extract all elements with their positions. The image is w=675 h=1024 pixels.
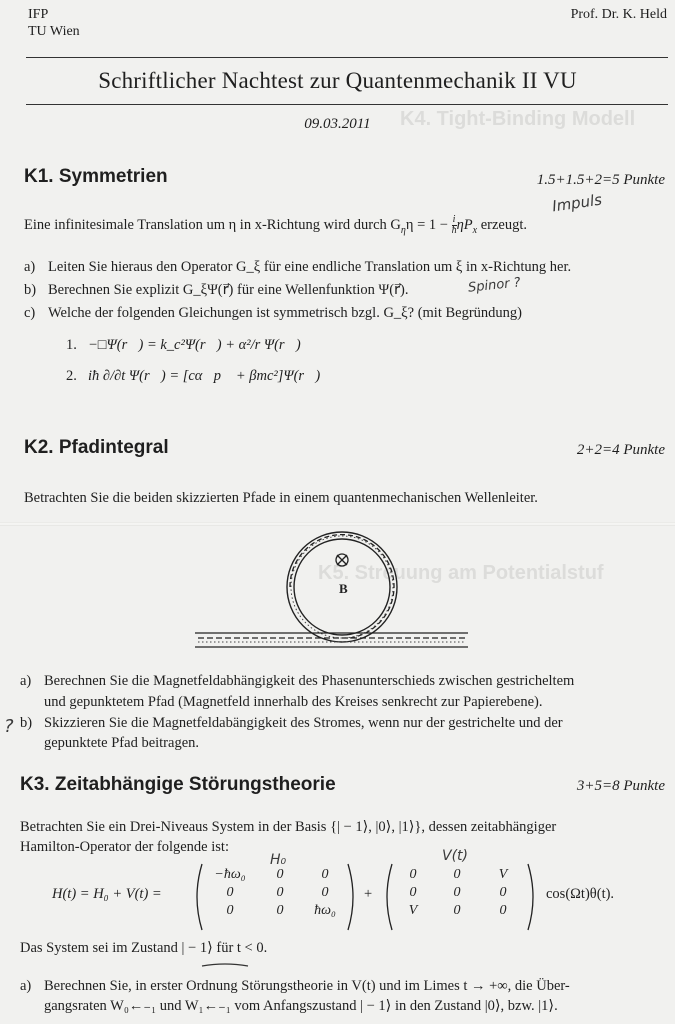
magnetic-field-label: B	[339, 581, 348, 596]
matrix1-cell: ħω₀	[314, 903, 336, 918]
matrix2-cell: 0	[453, 903, 461, 918]
k2-heading: K2. Pfadintegral	[24, 437, 169, 458]
k1-handwritten-impuls: Impuls	[550, 190, 604, 216]
k2-intro: Betrachten Sie die beiden skizzierten Pfade in einem quantenmechanischen Wellenleiter.	[24, 490, 538, 506]
k1-intro: Eine infinitesimale Translation um η in x-Richtung wird durch $G_\eta\eta = 1$ − $\frac{i}{ħ}$ $\eta P_x$ erzeugt.	[24, 214, 527, 237]
matrix2-cell: 0	[453, 867, 461, 882]
matrix2-cell: 0	[409, 867, 417, 882]
matrix1-cell: 0	[321, 867, 329, 882]
exam-title: Schriftlicher Nachtest zur Quantenmechanik II VU	[98, 68, 577, 93]
k3-intro-line2: Hamilton-Operator der folgende ist:	[20, 839, 229, 855]
matrix2	[392, 867, 532, 919]
k1-equation-1: 1. −□Ψ(r⃗) = k_c²Ψ(r⃗) + α²/r Ψ(r⃗)	[66, 337, 301, 353]
k2-item-a-line1: a) Berechnen Sie die Magnetfeldabhängigkeit des Phasenunterschieds zwischen gestricheltem	[20, 673, 575, 689]
k3-intro-line1: Betrachten Sie ein Drei-Niveaus System in der Basis {| − 1⟩, |0⟩, |1⟩}, dessen zeitabhängiger	[20, 819, 557, 835]
professor-name: Prof. Dr. K. Held	[570, 7, 667, 22]
matrix1-cell: 0	[226, 885, 234, 900]
matrix2-cell: 0	[499, 885, 507, 900]
k1-item-c: c) Welche der folgenden Gleichungen ist symmetrisch bzgl. G_ξ? (mit Begründung)	[24, 305, 523, 321]
matrix1-cell: 0	[226, 903, 234, 918]
header-rule-top	[26, 57, 668, 58]
k3-item-a-line1: a) Berechnen Sie, in erster Ordnung Störungstheorie in V(t) und im Limes t → +∞, die Über-	[20, 978, 570, 994]
header-rule-bottom	[26, 104, 668, 105]
k3-heading: K3. Zeitabhängige Störungstheorie	[20, 774, 336, 795]
institute-line: IFP	[28, 7, 49, 22]
k2-points: 2+2=4 Punkte	[576, 442, 665, 458]
k3-item-a-line2: gangsraten W₀←₋₁ und W₁←₋₁ vom Anfangszustand | − 1⟩ in den Zustand |0⟩, bzw. |1⟩.	[44, 998, 558, 1014]
k1-heading: K1. Symmetrien	[24, 166, 168, 187]
paper-fold	[0, 522, 675, 526]
k3-hamiltonian-lhs: H(t) = H₀ + V(t) =	[52, 886, 162, 902]
matrix1-cell: −ħω₀	[214, 867, 246, 882]
matrix2-cell: 0	[409, 885, 417, 900]
matrix2-cell: 0	[453, 885, 461, 900]
k1-item-b: b) Berechnen Sie explizit G_ξΨ(r⃗) für eine Wellenfunktion Ψ(r⃗).	[24, 282, 409, 298]
k1-points: 1.5+1.5+2=5 Punkte	[536, 172, 665, 188]
matrix1-cell: 0	[276, 867, 284, 882]
matrix1-cell: 0	[321, 885, 329, 900]
matrix-plus: +	[364, 886, 373, 902]
k1-equation-2: 2. iħ ∂/∂t Ψ(r⃗) = [cα⃗p⃗ + βmc²]Ψ(r⃗)	[66, 368, 321, 384]
k3-handwritten-h0: H₀	[270, 852, 287, 868]
show-through-heading-2: K5. Streuung am Potentialstuf	[318, 562, 604, 584]
k1-item-a: a) Leiten Sie hieraus den Operator G_ξ für eine endliche Translation um ξ in x-Richtung her.	[24, 259, 572, 275]
matrix1-cell: 0	[276, 903, 284, 918]
k3-hamiltonian-tail: cos(Ωt)θ(t).	[546, 886, 615, 902]
matrix2-cell: 0	[499, 903, 507, 918]
k2-item-a-line2: und gepunktetem Pfad (Magnetfeld innerhalb des Kreises senkrecht zur Papierebene).	[44, 694, 543, 710]
matrix1	[200, 867, 350, 919]
exam-date: 09.03.2011	[304, 116, 371, 132]
k2-handwritten-question: ?	[4, 716, 14, 737]
k2-item-b-line1: b) Skizzieren Sie die Magnetfeldabängigkeit des Stromes, wenn nur der gestrichelte und der	[20, 715, 563, 731]
university-line: TU Wien	[28, 24, 80, 39]
k3-initial-state: Das System sei im Zustand | − 1⟩ für t < 0.	[20, 940, 268, 956]
waveguide-diagram	[190, 530, 480, 660]
k3-handwritten-vt: V(t)	[442, 848, 468, 864]
handwritten-underline	[200, 960, 250, 970]
k1-handwritten-spinor: Spinor ?	[467, 275, 522, 296]
matrix1-cell: 0	[276, 885, 284, 900]
show-through-heading: K4. Tight-Binding Modell	[400, 108, 636, 130]
k2-item-b-line2: gepunktete Pfad beitragen.	[44, 735, 200, 751]
matrix2-cell: V	[408, 903, 418, 918]
k3-points: 3+5=8 Punkte	[576, 778, 665, 794]
matrix2-cell: V	[498, 867, 508, 882]
